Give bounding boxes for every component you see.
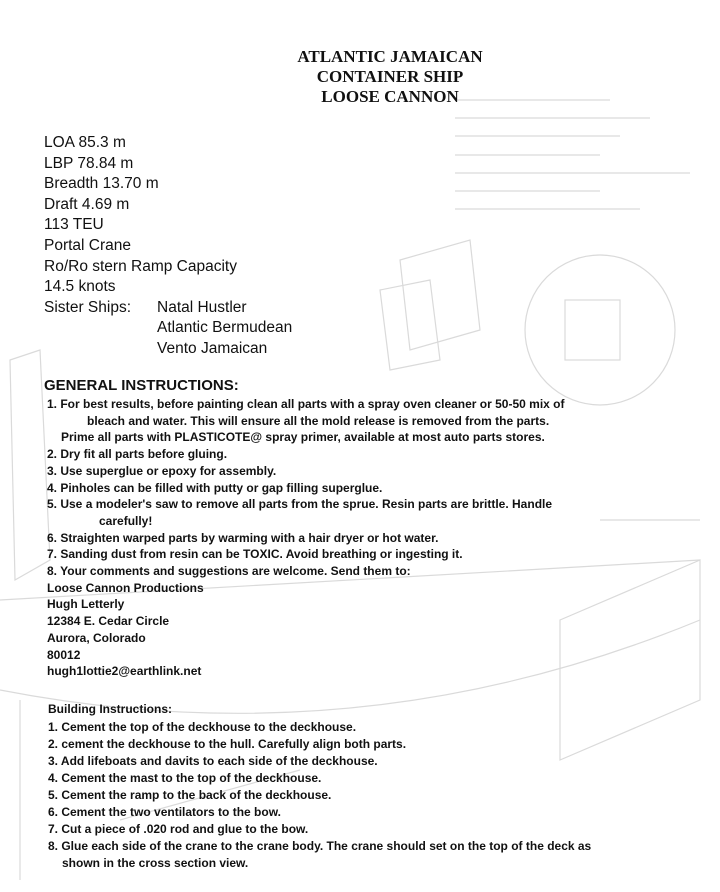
title-line-1: ATLANTIC JAMAICAN xyxy=(297,47,483,66)
sister-ship: Atlantic Bermudean xyxy=(157,319,293,337)
address-zip: 80012 xyxy=(47,647,81,662)
instruction-item: 3. Use superglue or epoxy for assembly. xyxy=(47,463,277,478)
sister-ships-list xyxy=(157,298,292,360)
ship-specifications xyxy=(44,133,293,357)
address-city: Aurora, Colorado xyxy=(47,630,146,645)
title-line-3: LOOSE CANNON xyxy=(321,87,459,106)
sister-ships xyxy=(44,298,293,357)
building-step-continued: shown in the cross section view. xyxy=(62,856,249,870)
building-step: 6. Cement the two ventilators to the bow. xyxy=(48,805,281,819)
instruction-item: 1. For best results, before painting clean all parts with a spray oven cleaner or 50-50 mix of xyxy=(47,397,565,411)
building-step: 1. Cement the top of the deckhouse to the deckhouse. xyxy=(48,720,357,734)
contact-address xyxy=(47,580,677,680)
building-step: 8. Glue each side of the crane to the crane body. The crane should set on the top of the deck as xyxy=(48,839,592,853)
spec-breadth: Breadth 13.70 m xyxy=(44,175,159,193)
sister-ship: Natal Hustler xyxy=(157,298,247,316)
sister-ship: Vento Jamaican xyxy=(157,339,268,357)
spec-lbp: LBP 78.84 m xyxy=(44,154,134,172)
building-instructions-heading: Building Instructions: xyxy=(48,702,172,716)
instruction-item: 5. Use a modeler's saw to remove all parts from the sprue. Resin parts are brittle. Handle xyxy=(47,497,553,512)
address-email: hugh1lottie2@earthlink.net xyxy=(47,664,202,679)
instruction-item: 4. Pinholes can be filled with putty or gap filling superglue. xyxy=(47,480,383,495)
instruction-item-continued: Prime all parts with PLASTICOTE@ spray primer, available at most auto parts stores. xyxy=(61,430,545,445)
spec-draft: Draft 4.69 m xyxy=(44,195,130,213)
title-line-2: CONTAINER SHIP xyxy=(316,67,464,86)
address-street: 12384 E. Cedar Circle xyxy=(47,614,170,629)
sister-ships-label: Sister Ships: xyxy=(44,298,132,316)
building-step: 4. Cement the mast to the top of the deckhouse. xyxy=(48,771,322,785)
document-title xyxy=(0,47,720,107)
instruction-item-continued: bleach and water. This will ensure all the mold release is removed from the parts. xyxy=(87,413,550,428)
spec-ramp: Ro/Ro stern Ramp Capacity xyxy=(44,257,237,275)
spec-teu: 113 TEU xyxy=(44,216,104,234)
address-company: Loose Cannon Productions xyxy=(47,580,204,595)
instruction-item-continued: carefully! xyxy=(99,513,153,528)
spec-speed: 14.5 knots xyxy=(44,278,116,296)
spec-crane: Portal Crane xyxy=(44,236,132,254)
instruction-item: 7. Sanding dust from resin can be TOXIC. Avoid breathing or ingesting it. xyxy=(47,547,463,562)
instruction-item: 6. Straighten warped parts by warming with a hair dryer or hot water. xyxy=(47,530,439,545)
building-instructions-list xyxy=(48,719,688,872)
address-name: Hugh Letterly xyxy=(47,597,125,612)
spec-loa: LOA 85.3 m xyxy=(44,134,126,151)
building-step: 3. Add lifeboats and davits to each side of the deckhouse. xyxy=(48,754,378,768)
instruction-item: 2. Dry fit all parts before gluing. xyxy=(47,447,228,462)
building-step: 5. Cement the ramp to the back of the deckhouse. xyxy=(48,788,332,802)
general-instructions-heading: GENERAL INSTRUCTIONS: xyxy=(44,377,239,394)
instruction-item: 8. Your comments and suggestions are welcome. Send them to: xyxy=(47,564,411,579)
building-step: 2. cement the deckhouse to the hull. Carefully align both parts. xyxy=(48,737,407,751)
building-step: 7. Cut a piece of .020 rod and glue to the bow. xyxy=(48,822,309,836)
general-instructions-list xyxy=(47,396,677,680)
